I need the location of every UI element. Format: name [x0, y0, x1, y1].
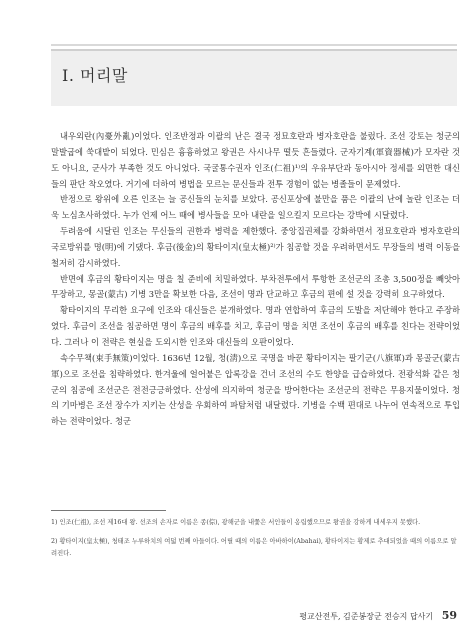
- section-heading-box: [51, 49, 457, 106]
- paragraph: 반정으로 왕위에 오른 인조는 늘 공신들의 눈치를 보았다. 공신포상에 불만을 품은 이괄의 난에 놀란 인조는 더욱 노심초사하였다. 누가 언제 어느 때에 병사들을 모아 내란을 일으킬지 모르다는 강박에 시달렸다.: [51, 194, 460, 221]
- footnote-separator: [51, 510, 166, 511]
- footnote: 2) 황타이지(皇太極), 청태조 누루하치의 여덟 번째 아들이다. 어릴 때의 이름은 아바하이(Abahai), 황타이지는 황제로 추대되었을 때의 이름으로 알려진다.: [51, 538, 457, 557]
- page-number: 59: [441, 609, 457, 622]
- footnote: 1) 인조(仁祖), 조선 제16대 왕. 선조의 손자로 이름은 종(倧), 광해군을 내쫓은 서인들이 옹립했으므로 왕권을 강하게 내세우지 못했다.: [51, 519, 421, 526]
- page-footer: [299, 609, 457, 622]
- header-top-rule: [51, 44, 457, 46]
- paragraph: 내우외란(內憂外亂)이었다. 인조반정과 이괄의 난은 결국 정묘호란과 병자호란을 불렀다. 조선 강토는 청군의 말발굽에 쑥대밭이 되었다. 민심은 흉흉하였고 왕권은 사시나무 떨듯 흔들렸다. 군자기계(軍資器械)가 모자란 것도 아니요, 군사가 부족한 것도 아니었다. 국굴통수권자 인조(仁祖)¹⁾의 우유부단과 동아시아 정세를 외면한 대신들의 판단 착오였다. 거기에 더하여 병법을 모르는 문신들과 전투 경험이 없는 병졸들이 문제였다.: [51, 131, 460, 189]
- running-title: 평교산전투, 김준봉장군 전승지 답사기: [299, 612, 434, 621]
- section-title: Ⅰ. 머리말: [62, 66, 128, 85]
- paragraph: 속수무책(束手無策)이었다. 1636년 12월, 청(淸)으로 국명을 바꾼 황타이지는 팔기군(八旗軍)과 몽골군(蒙古軍)으로 조선을 침략하였다. 한겨울에 얼어붙은 압록강을 건너 조선의 수도 한양을 급습하였다. 전광석화 같은 청군의 침공에 조선군은 전전긍긍하였다. 산성에 의지하여 청군을 방어한다는 조선군의 전략은 무용지물이었다. 청의 기마병은 조선 장수가 지키는 산성을 우회하여 파탐처럼 내달렸다. 기병을 수백 편대로 나누어 연속적으로 투입하는 전략이었다. 청군: [51, 352, 460, 427]
- body-text: [51, 129, 460, 430]
- paragraph: 황타이지의 무리한 요구에 인조와 대신들은 분개하였다. 명과 연합하여 후금의 도발을 저단해야 한다고 주장하였다. 후금이 조선을 침공하면 명이 후금의 배후를 치고, 후금이 명을 치면 조선이 후금의 배후를 친다는 전략이었다. 그러나 이 전략은 현실을 도외시한 인조와 대신들의 오판이었다.: [51, 305, 460, 347]
- paragraph: 두려움에 시달린 인조는 무신들의 권한과 병력을 제한했다. 중앙집권체를 강화하면서 정묘호란과 병자호란의 국로방위를 명(明)에 기댔다. 후금(後金)의 황타이지(皇太極)²⁾가 침공할 것을 우려하면서도 무장들의 병력 이동을 철저히 감시하였다.: [51, 226, 460, 268]
- paragraph: 반면에 후금의 황타이지는 명을 칠 준비에 치밀하였다. 부차전투에서 투항한 조선군의 조총 3,500정을 빼앗아 무장하고, 몽골(蒙古) 기병 3만을 확보한 다음, 조선이 명과 단교하고 후금의 편에 설 것을 강력히 요구하였다.: [51, 273, 460, 300]
